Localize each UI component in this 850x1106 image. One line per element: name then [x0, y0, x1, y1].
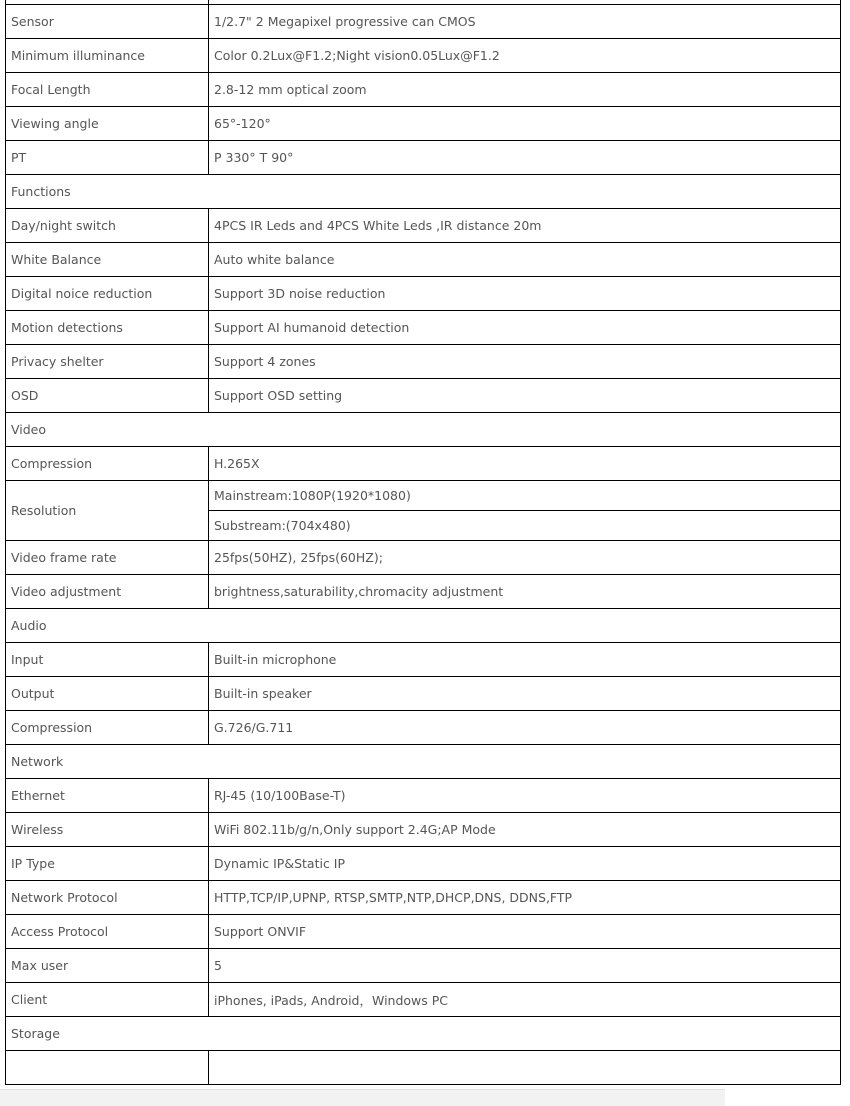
spec-label: Resolution	[6, 481, 209, 541]
spec-table-wrapper	[5, 0, 840, 1085]
spec-row-compression	[6, 711, 841, 745]
spec-label: Max user	[6, 949, 209, 983]
spec-row-access-protocol	[6, 915, 841, 949]
spec-label: Input	[6, 643, 209, 677]
spec-label: Motion detections	[6, 311, 209, 345]
spec-row-max-user	[6, 949, 841, 983]
spec-label: Compression	[6, 447, 209, 481]
spec-value: Substream:(704x480)	[209, 511, 841, 541]
spec-value: 25fps(50HZ), 25fps(60HZ);	[209, 541, 841, 575]
spec-label: Access Protocol	[6, 915, 209, 949]
spec-row-focal-length	[6, 73, 841, 107]
spec-value: P 330° T 90°	[209, 141, 841, 175]
spec-row-network-protocol	[6, 881, 841, 915]
spec-label: Sensor	[6, 5, 209, 39]
spec-row-output	[6, 677, 841, 711]
spec-value: Support ONVIF	[209, 915, 841, 949]
spec-row-blank	[6, 1051, 841, 1085]
spec-row-white-balance	[6, 243, 841, 277]
spec-row-compression	[6, 447, 841, 481]
spec-value: brightness,saturability,chromacity adjustment	[209, 575, 841, 609]
spec-label: PT	[6, 141, 209, 175]
spec-value: 2.8-12 mm optical zoom	[209, 73, 841, 107]
spec-label: Wireless	[6, 813, 209, 847]
spec-label: Focal Length	[6, 73, 209, 107]
spec-value: 1/2.7" 2 Megapixel progressive can CMOS	[209, 5, 841, 39]
spec-row-input	[6, 643, 841, 677]
spec-label: Minimum illuminance	[6, 39, 209, 73]
spec-value: Support 3D noise reduction	[209, 277, 841, 311]
spec-label: Ethernet	[6, 779, 209, 813]
spec-row-ethernet	[6, 779, 841, 813]
spec-row-client	[6, 983, 841, 1017]
spec-row-osd	[6, 379, 841, 413]
section-heading: Network	[6, 745, 841, 779]
spec-row-viewing-angle	[6, 107, 841, 141]
spec-row-sensor	[6, 5, 841, 39]
spec-label: White Balance	[6, 243, 209, 277]
spec-row-wireless	[6, 813, 841, 847]
spec-label: Digital noice reduction	[6, 277, 209, 311]
spec-value: RJ-45 (10/100Base-T)	[209, 779, 841, 813]
section-row-storage	[6, 1017, 841, 1051]
spec-value: H.265X	[209, 447, 841, 481]
spec-value: Support OSD setting	[209, 379, 841, 413]
spec-label: Video frame rate	[6, 541, 209, 575]
spec-value: Support 4 zones	[209, 345, 841, 379]
spec-value: G.726/G.711	[209, 711, 841, 745]
spec-value: Auto white balance	[209, 243, 841, 277]
section-heading: Storage	[6, 1017, 841, 1051]
spec-label: IP Type	[6, 847, 209, 881]
spec-value: Dynamic IP&Static IP	[209, 847, 841, 881]
spec-value: Built-in microphone	[209, 643, 841, 677]
spec-label: Output	[6, 677, 209, 711]
section-heading: Audio	[6, 609, 841, 643]
section-row-audio	[6, 609, 841, 643]
spec-row-video-frame-rate	[6, 541, 841, 575]
spec-value	[209, 1051, 841, 1085]
horizontal-scrollbar[interactable]	[0, 1089, 725, 1106]
spec-row-video-adjustment	[6, 575, 841, 609]
section-heading: Functions	[6, 175, 841, 209]
section-row-network	[6, 745, 841, 779]
spec-label: OSD	[6, 379, 209, 413]
spec-value: HTTP,TCP/IP,UPNP, RTSP,SMTP,NTP,DHCP,DNS, DDNS,FTP	[209, 881, 841, 915]
section-row-video	[6, 413, 841, 447]
spec-label	[6, 1051, 209, 1085]
spec-label: Day/night switch	[6, 209, 209, 243]
spec-value: 4PCS IR Leds and 4PCS White Leds ,IR distance 20m	[209, 209, 841, 243]
spec-row-digital-noice-reduction	[6, 277, 841, 311]
spec-label: Network Protocol	[6, 881, 209, 915]
spec-row-ip-type	[6, 847, 841, 881]
spec-value: WiFi 802.11b/g/n,Only support 2.4G;AP Mode	[209, 813, 841, 847]
spec-value: 65°-120°	[209, 107, 841, 141]
spec-table	[5, 0, 841, 1085]
spec-value: Color 0.2Lux@F1.2;Night vision0.05Lux@F1.2	[209, 39, 841, 73]
spec-row-minimum-illuminance	[6, 39, 841, 73]
spec-row-day-night-switch	[6, 209, 841, 243]
spec-table-body	[6, 0, 841, 1085]
spec-row-pt	[6, 141, 841, 175]
spec-value: Mainstream:1080P(1920*1080)	[209, 481, 841, 511]
spec-label: Client	[6, 983, 209, 1017]
spec-value: Support AI humanoid detection	[209, 311, 841, 345]
spec-label: Viewing angle	[6, 107, 209, 141]
spec-row-resolution-0	[6, 481, 841, 511]
spec-label: Compression	[6, 711, 209, 745]
spec-label: Privacy shelter	[6, 345, 209, 379]
section-heading: Video	[6, 413, 841, 447]
section-row-functions	[6, 175, 841, 209]
spec-value: iPhones, iPads, Android，Windows PC	[209, 983, 841, 1017]
spec-value: 5	[209, 949, 841, 983]
spec-row-privacy-shelter	[6, 345, 841, 379]
spec-value: Built-in speaker	[209, 677, 841, 711]
spec-label: Video adjustment	[6, 575, 209, 609]
spec-row-motion-detections	[6, 311, 841, 345]
